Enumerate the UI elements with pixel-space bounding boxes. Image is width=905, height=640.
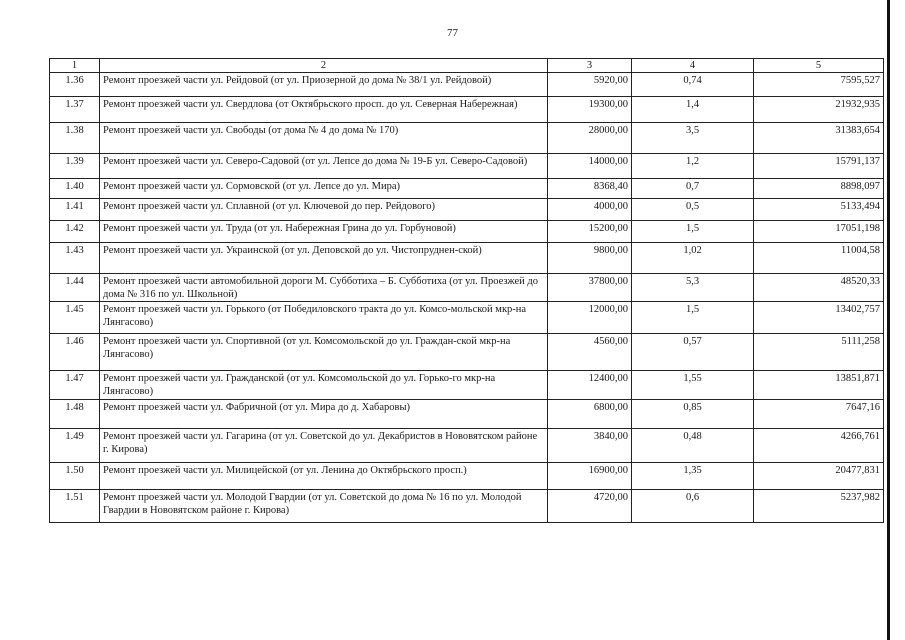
description-cell: Ремонт проезжей части ул. Сормовской (от ул. Лепсе до ул. Мира) xyxy=(100,179,548,199)
row-number-cell: 1.36 xyxy=(50,73,100,97)
table-row xyxy=(50,429,884,463)
description-cell: Ремонт проезжей части ул. Милицейской (от ул. Ленина до Октябрьского просп.) xyxy=(100,463,548,490)
row-number-cell: 1.37 xyxy=(50,97,100,123)
row-number-cell: 1.49 xyxy=(50,429,100,463)
table-row xyxy=(50,73,884,97)
value-column-3-cell: 5920,00 xyxy=(548,73,632,97)
value-column-3-cell: 28000,00 xyxy=(548,123,632,154)
value-column-3-cell: 16900,00 xyxy=(548,463,632,490)
table-row xyxy=(50,274,884,302)
value-column-3-cell: 3840,00 xyxy=(548,429,632,463)
value-column-4-cell: 1,2 xyxy=(632,154,754,179)
value-column-5-cell: 20477,831 xyxy=(754,463,884,490)
value-column-4-cell: 1,4 xyxy=(632,97,754,123)
table-row xyxy=(50,154,884,179)
description-cell: Ремонт проезжей части ул. Северо-Садовой (от ул. Лепсе до дома № 19-Б ул. Северо-Садовой) xyxy=(100,154,548,179)
value-column-4-cell: 0,48 xyxy=(632,429,754,463)
value-column-3-cell: 6800,00 xyxy=(548,400,632,429)
value-column-5-cell: 31383,654 xyxy=(754,123,884,154)
row-number-cell: 1.45 xyxy=(50,302,100,334)
table-row xyxy=(50,302,884,334)
row-number-cell: 1.42 xyxy=(50,221,100,243)
value-column-5-cell: 21932,935 xyxy=(754,97,884,123)
value-column-4-cell: 0,6 xyxy=(632,490,754,523)
value-column-5-cell: 5111,258 xyxy=(754,334,884,371)
description-cell: Ремонт проезжей части ул. Рейдовой (от ул. Приозерной до дома № 38/1 ул. Рейдовой) xyxy=(100,73,548,97)
value-column-4-cell: 1,35 xyxy=(632,463,754,490)
row-number-cell: 1.38 xyxy=(50,123,100,154)
description-cell: Ремонт проезжей части ул. Молодой Гвардии (от ул. Советской до дома № 16 по ул. Молодой Гвардии в Нововятском районе г. Кирова) xyxy=(100,490,548,523)
works-table xyxy=(49,58,884,523)
description-cell: Ремонт проезжей части ул. Гражданской (от ул. Комсомольской до ул. Горько-го мкр-на Лянгасово) xyxy=(100,371,548,400)
column-header: 3 xyxy=(548,59,632,73)
row-number-cell: 1.39 xyxy=(50,154,100,179)
description-cell: Ремонт проезжей части ул. Спортивной (от ул. Комсомольской до ул. Граждан-ской мкр-на Лянгасово) xyxy=(100,334,548,371)
value-column-3-cell: 9800,00 xyxy=(548,243,632,274)
value-column-4-cell: 0,7 xyxy=(632,179,754,199)
value-column-4-cell: 1,55 xyxy=(632,371,754,400)
column-header: 4 xyxy=(632,59,754,73)
table-row xyxy=(50,371,884,400)
value-column-4-cell: 0,74 xyxy=(632,73,754,97)
table-row xyxy=(50,123,884,154)
description-cell: Ремонт проезжей части ул. Свердлова (от Октябрьского просп. до ул. Северная Набережная) xyxy=(100,97,548,123)
table-row xyxy=(50,199,884,221)
column-header: 5 xyxy=(754,59,884,73)
value-column-3-cell: 19300,00 xyxy=(548,97,632,123)
value-column-5-cell: 7647,16 xyxy=(754,400,884,429)
description-cell: Ремонт проезжей части ул. Свободы (от дома № 4 до дома № 170) xyxy=(100,123,548,154)
value-column-3-cell: 4000,00 xyxy=(548,199,632,221)
value-column-3-cell: 14000,00 xyxy=(548,154,632,179)
row-number-cell: 1.51 xyxy=(50,490,100,523)
description-cell: Ремонт проезжей части ул. Сплавной (от ул. Ключевой до пер. Рейдового) xyxy=(100,199,548,221)
row-number-cell: 1.41 xyxy=(50,199,100,221)
value-column-3-cell: 4720,00 xyxy=(548,490,632,523)
value-column-3-cell: 8368,40 xyxy=(548,179,632,199)
value-column-5-cell: 11004,58 xyxy=(754,243,884,274)
table-row xyxy=(50,221,884,243)
value-column-5-cell: 4266,761 xyxy=(754,429,884,463)
column-header: 2 xyxy=(100,59,548,73)
value-column-3-cell: 15200,00 xyxy=(548,221,632,243)
value-column-4-cell: 1,5 xyxy=(632,302,754,334)
value-column-5-cell: 8898,097 xyxy=(754,179,884,199)
column-header: 1 xyxy=(50,59,100,73)
value-column-5-cell: 5133,494 xyxy=(754,199,884,221)
row-number-cell: 1.43 xyxy=(50,243,100,274)
value-column-5-cell: 13851,871 xyxy=(754,371,884,400)
value-column-4-cell: 1,5 xyxy=(632,221,754,243)
value-column-5-cell: 7595,527 xyxy=(754,73,884,97)
description-cell: Ремонт проезжей части ул. Украинской (от ул. Деповской до ул. Чистопруднен-ской) xyxy=(100,243,548,274)
row-number-cell: 1.46 xyxy=(50,334,100,371)
value-column-3-cell: 12000,00 xyxy=(548,302,632,334)
description-cell: Ремонт проезжей части ул. Фабричной (от ул. Мира до д. Хабаровы) xyxy=(100,400,548,429)
row-number-cell: 1.40 xyxy=(50,179,100,199)
row-number-cell: 1.50 xyxy=(50,463,100,490)
value-column-4-cell: 5,3 xyxy=(632,274,754,302)
table-row xyxy=(50,97,884,123)
table-row xyxy=(50,243,884,274)
value-column-4-cell: 3,5 xyxy=(632,123,754,154)
table-row xyxy=(50,334,884,371)
row-number-cell: 1.48 xyxy=(50,400,100,429)
page-number: 77 xyxy=(447,27,458,39)
table-row xyxy=(50,463,884,490)
table-row xyxy=(50,400,884,429)
row-number-cell: 1.47 xyxy=(50,371,100,400)
description-cell: Ремонт проезжей части ул. Горького (от Победиловского тракта до ул. Комсо-мольской мкр-на Лянгасово) xyxy=(100,302,548,334)
description-cell: Ремонт проезжей части ул. Труда (от ул. Набережная Грина до ул. Горбуновой) xyxy=(100,221,548,243)
value-column-4-cell: 0,57 xyxy=(632,334,754,371)
value-column-3-cell: 12400,00 xyxy=(548,371,632,400)
value-column-4-cell: 0,85 xyxy=(632,400,754,429)
value-column-4-cell: 0,5 xyxy=(632,199,754,221)
description-cell: Ремонт проезжей части автомобильной дороги М. Субботиха – Б. Субботиха (от ул. Проезжей до дома № 316 по ул. Школьной) xyxy=(100,274,548,302)
value-column-3-cell: 37800,00 xyxy=(548,274,632,302)
value-column-5-cell: 48520,33 xyxy=(754,274,884,302)
value-column-5-cell: 15791,137 xyxy=(754,154,884,179)
page-edge-line xyxy=(887,0,890,640)
value-column-5-cell: 17051,198 xyxy=(754,221,884,243)
row-number-cell: 1.44 xyxy=(50,274,100,302)
value-column-3-cell: 4560,00 xyxy=(548,334,632,371)
value-column-5-cell: 5237,982 xyxy=(754,490,884,523)
value-column-4-cell: 1,02 xyxy=(632,243,754,274)
table-row xyxy=(50,490,884,523)
header-row xyxy=(50,59,884,73)
description-cell: Ремонт проезжей части ул. Гагарина (от ул. Советской до ул. Декабристов в Нововятском районе г. Кирова) xyxy=(100,429,548,463)
value-column-5-cell: 13402,757 xyxy=(754,302,884,334)
table-row xyxy=(50,179,884,199)
